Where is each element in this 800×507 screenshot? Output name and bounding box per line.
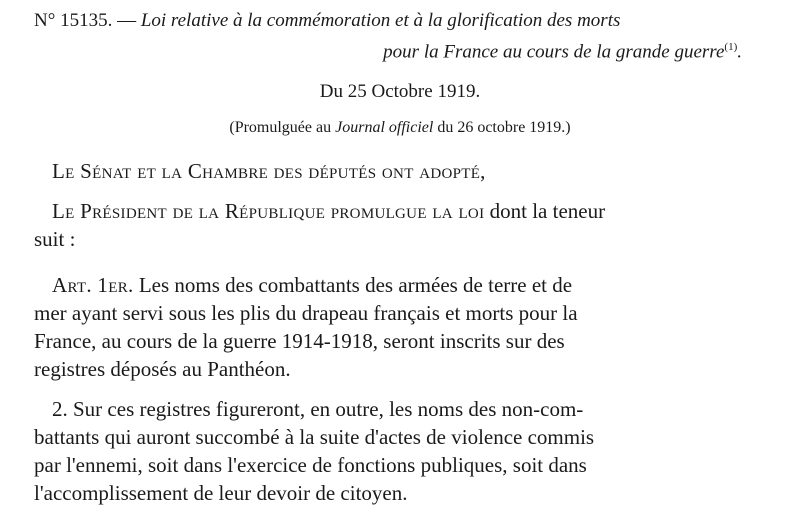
- preamble-line-1: [34, 157, 766, 185]
- footnote-mark: (1): [724, 41, 738, 53]
- article-1-line-3: France, au cours de la guerre 1914-1918, seront inscrits sur des: [34, 329, 565, 354]
- article-2: [34, 395, 766, 507]
- article-1-line-1: [34, 271, 766, 299]
- law-title-part-1: Loi relative à la commémoration et à la glorification des morts: [140, 10, 621, 31]
- law-number: N° 15135. —: [34, 10, 137, 31]
- article-1-label: Art. 1er.: [52, 273, 134, 298]
- article-2-line-3: par l'ennemi, soit dans l'exercice de fonctions publiques, soit dans: [34, 453, 587, 478]
- promulgation-prefix: (Promulguée au: [229, 119, 332, 137]
- law-title-part-2: pour la France au cours de la grande guerre: [383, 41, 725, 63]
- law-title-end: .: [737, 41, 742, 63]
- preamble-text-2-rest: dont la teneur: [489, 199, 606, 224]
- preamble-line-3: suit :: [34, 227, 76, 252]
- article-1-text-1: Les noms des combattants des armées de terre et de: [138, 273, 573, 298]
- preamble-text-1: Le Sénat et la Chambre des députés ont adopté,: [52, 159, 486, 184]
- article-2-line-4: l'accomplissement de leur devoir de citoyen.: [34, 481, 408, 506]
- journal-name: Journal officiel: [335, 119, 434, 137]
- law-body: [34, 157, 766, 507]
- law-heading-line-1: [34, 8, 766, 34]
- preamble-text-2: Le Président de la République promulgue la loi: [52, 199, 485, 224]
- article-2-line-1: 2. Sur ces registres figureront, en outre, les noms des non-com-: [52, 397, 584, 422]
- promulgation-suffix: du 26 octobre 1919.): [437, 119, 571, 137]
- article-1: [34, 271, 766, 383]
- preamble-line-2: [34, 197, 766, 225]
- law-heading-line-2: [34, 34, 766, 65]
- article-1-line-2: mer ayant servi sous les plis du drapeau français et morts pour la: [34, 301, 578, 326]
- article-2-line-2: battants qui auront succombé à la suite d'actes de violence commis: [34, 425, 595, 450]
- article-1-line-4: registres déposés au Panthéon.: [34, 357, 291, 382]
- law-date: Du 25 Octobre 1919.: [319, 81, 481, 103]
- promulgation-note: [34, 117, 766, 139]
